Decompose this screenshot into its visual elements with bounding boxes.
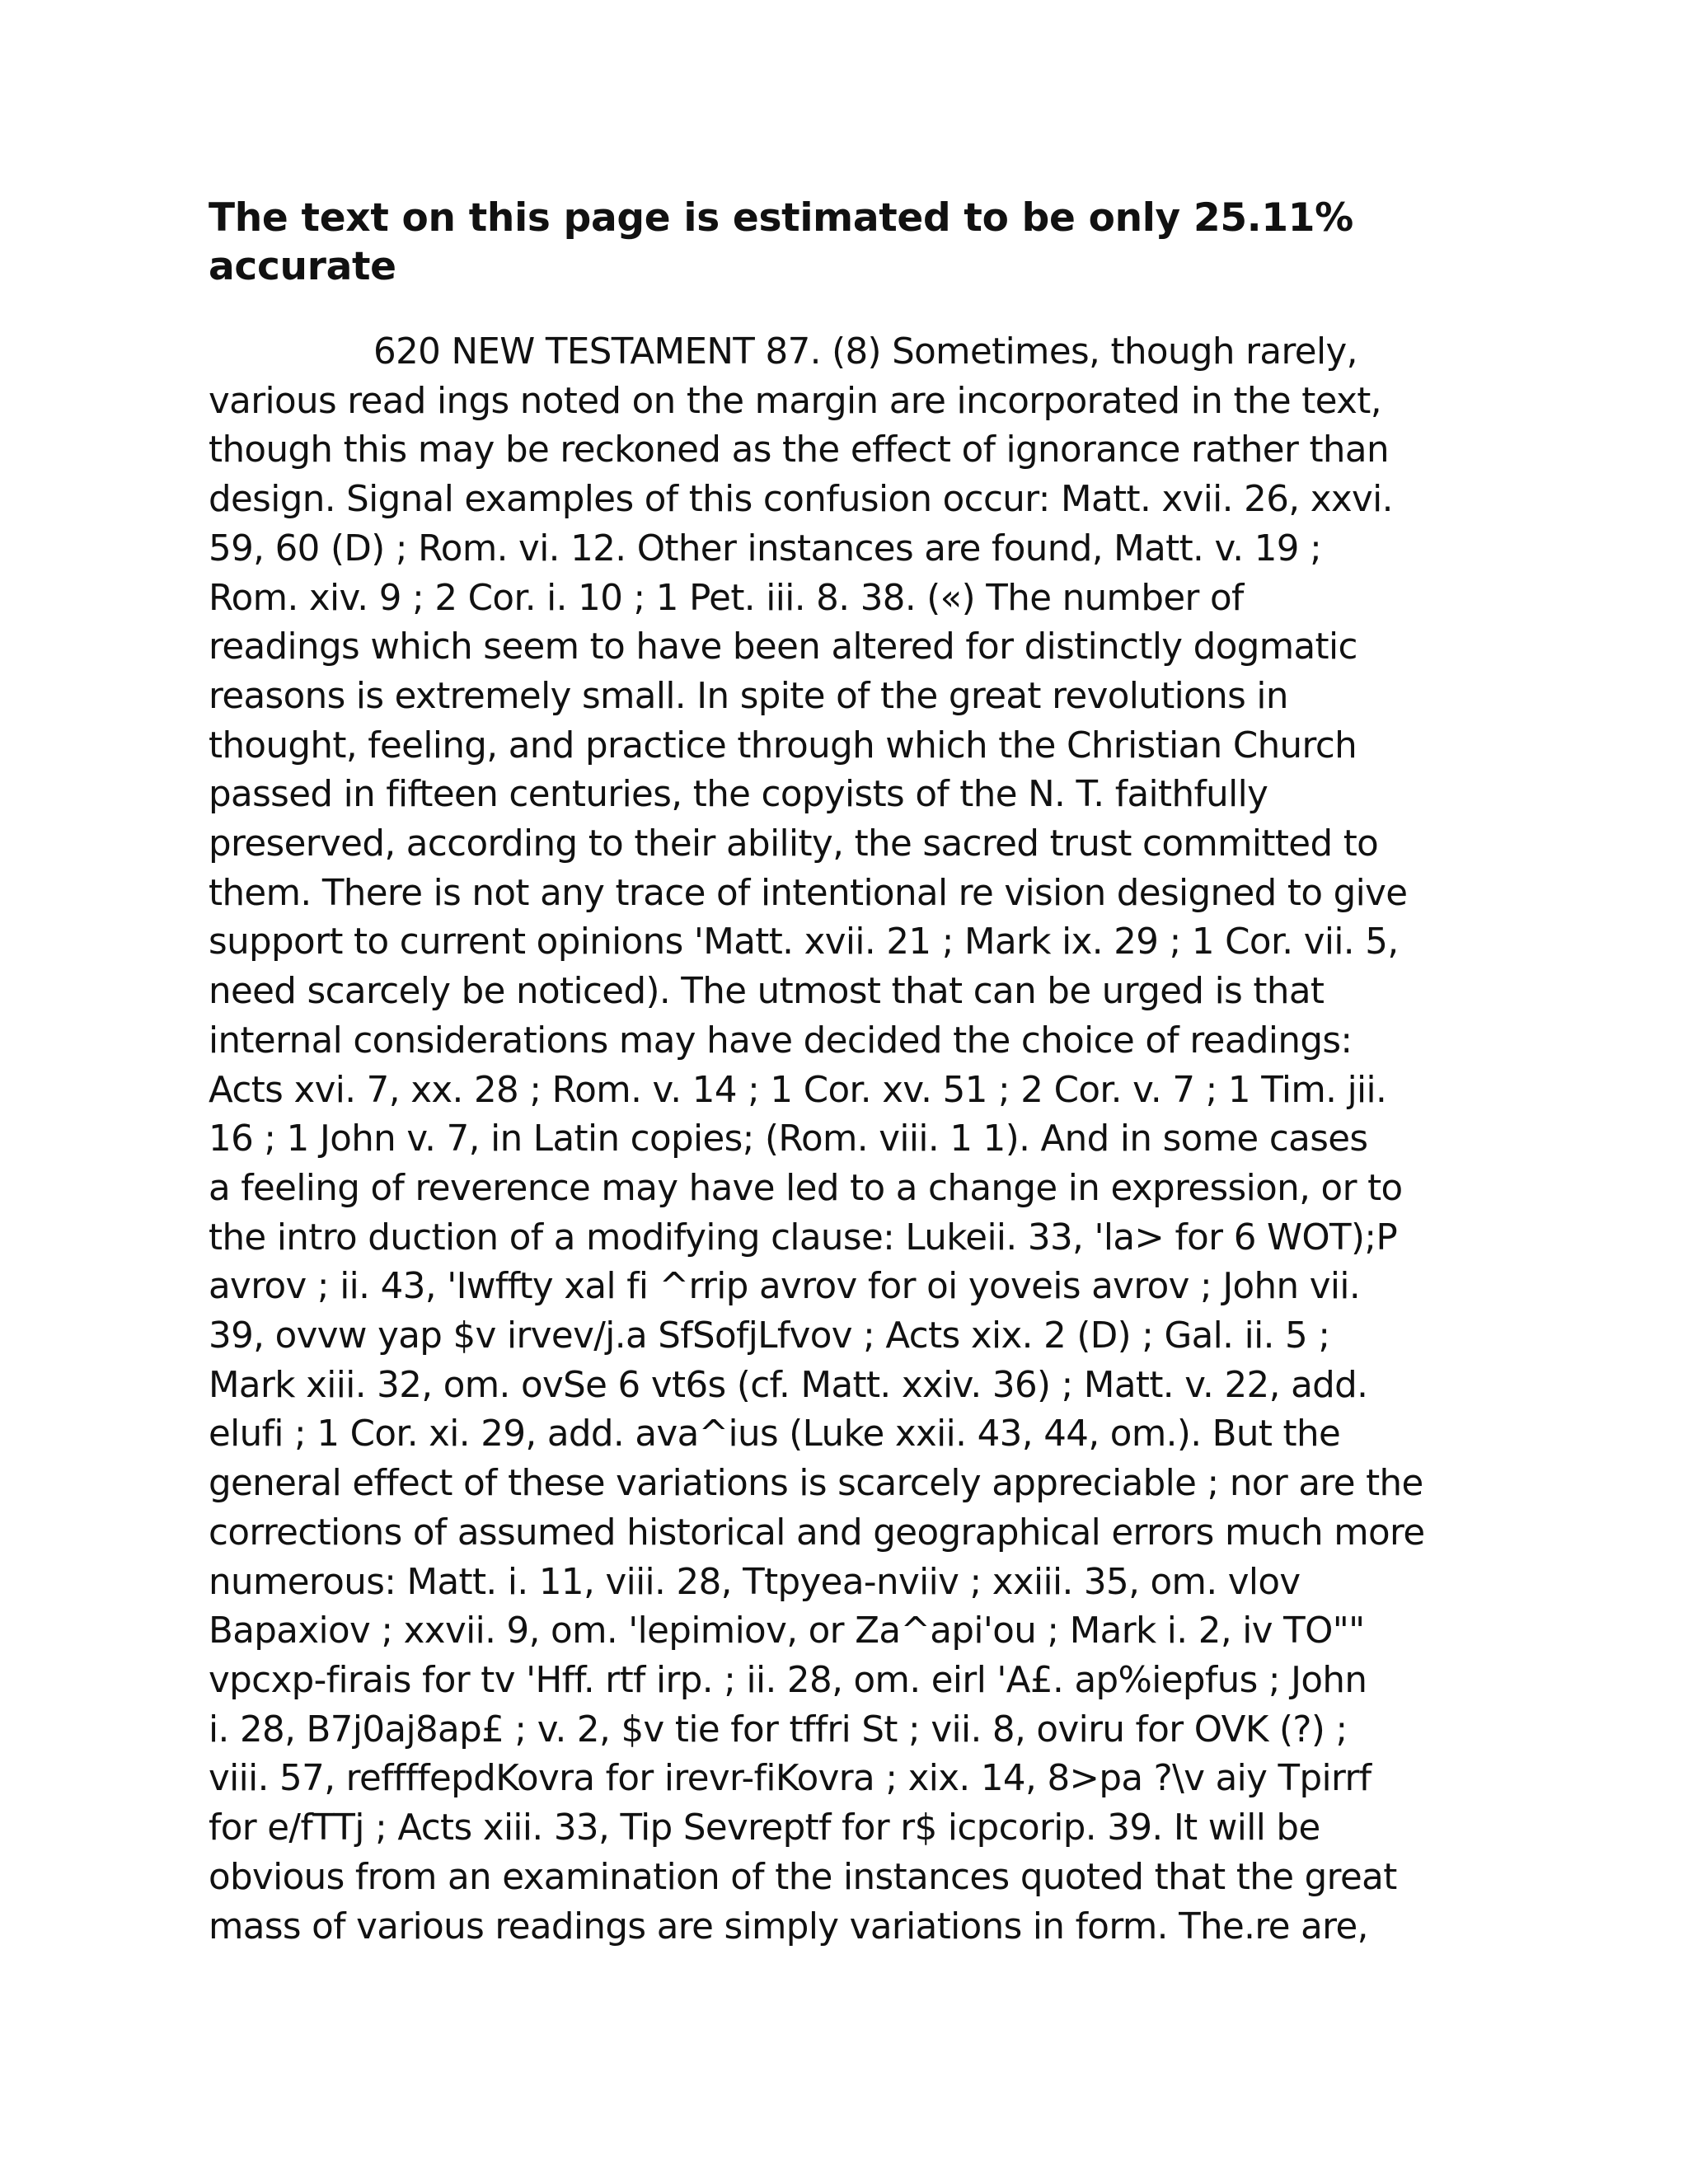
text-line: i. 28, B7j0aj8ap£ ; v. 2, $v tie for tffri St ; vii. 8, oviru for OVK (?) ;	[209, 1708, 1348, 1750]
text-line: 16 ; 1 John v. 7, in Latin copies; (Rom. viii. 1 1). And in some cases	[209, 1118, 1368, 1160]
text-line: elufi ; 1 Cor. xi. 29, add. ava^ius (Luke xxii. 43, 44, om.). But the	[209, 1413, 1341, 1455]
text-line: 39, ovvw yap $v irvev/j.a SfSofjLfvov ; Acts xix. 2 (D) ; Gal. ii. 5 ;	[209, 1315, 1330, 1357]
text-line: Acts xvi. 7, xx. 28 ; Rom. v. 14 ; 1 Cor. xv. 51 ; 2 Cor. v. 7 ; 1 Tim. jii.	[209, 1069, 1387, 1111]
text-line: various read ings noted on the margin are incorporated in the text,	[209, 380, 1381, 422]
text-line: support to current opinions 'Matt. xvii. 21 ; Mark ix. 29 ; 1 Cor. vii. 5,	[209, 921, 1399, 963]
text-line: need scarcely be noticed). The utmost that can be urged is that	[209, 971, 1325, 1013]
text-line: 620 NEW TESTAMENT 87. (8) Sometimes, though rarely,	[373, 331, 1357, 373]
text-line: viii. 57, reffffepdKovra for irevr-fiKovra ; xix. 14, 8>pa ?\v aiy Tpirrf	[209, 1758, 1372, 1800]
text-line: internal considerations may have decided the choice of readings:	[209, 1019, 1353, 1062]
text-line: though this may be reckoned as the effect of ignorance rather than	[209, 429, 1389, 471]
text-line: them. There is not any trace of intentional re vision designed to give	[209, 872, 1408, 914]
text-line: numerous: Matt. i. 11, viii. 28, Ttpyea-nviiv ; xxiii. 35, om. vlov	[209, 1561, 1301, 1603]
text-line: readings which seem to have been altered for distinctly dogmatic	[209, 626, 1357, 668]
text-line: Rom. xiv. 9 ; 2 Cor. i. 10 ; 1 Pet. iii. 8. 38. («) The number of	[209, 577, 1244, 619]
body-paragraph	[209, 328, 1478, 1952]
text-line: mass of various readings are simply variations in form. The.re are,	[209, 1905, 1368, 1947]
text-line: general effect of these variations is scarcely appreciable ; nor are the	[209, 1463, 1423, 1505]
text-line: reasons is extremely small. In spite of the great revolutions in	[209, 675, 1288, 717]
text-line: avrov ; ii. 43, 'Iwffty xal fi ^rrip avrov for oi yoveis avrov ; John vii.	[209, 1266, 1361, 1308]
text-line: 59, 60 (D) ; Rom. vi. 12. Other instances are found, Matt. v. 19 ;	[209, 527, 1322, 569]
text-line: Mark xiii. 32, om. ovSe 6 vt6s (cf. Matt. xxiv. 36) ; Matt. v. 22, add.	[209, 1364, 1368, 1406]
text-line: the intro duction of a modifying clause: Lukeii. 33, 'la> for 6 WOT);P	[209, 1216, 1398, 1258]
text-line: obvious from an examination of the instances quoted that the great	[209, 1856, 1397, 1898]
text-line: vpcxp-firais for tv 'Hff. rtf irp. ; ii. 28, om. eirl 'A£. ap%iepfus ; John	[209, 1659, 1367, 1701]
text-line: a feeling of reverence may have led to a change in expression, or to	[209, 1167, 1403, 1209]
document-page	[209, 194, 1478, 1952]
text-line: preserved, according to their ability, the sacred trust committed to	[209, 823, 1379, 865]
accuracy-heading: The text on this page is estimated to be only 25.11% accurate	[209, 195, 1353, 289]
text-line: thought, feeling, and practice through which the Christian Church	[209, 724, 1357, 766]
text-line: corrections of assumed historical and geographical errors much more	[209, 1511, 1425, 1554]
text-line: Bapaxiov ; xxvii. 9, om. 'lepimiov, or Za^api'ou ; Mark i. 2, iv TO""	[209, 1610, 1365, 1652]
text-line: design. Signal examples of this confusion occur: Matt. xvii. 26, xxvi.	[209, 479, 1393, 521]
text-line: for e/fTTj ; Acts xiii. 33, Tip Sevreptf for r$ icpcorip. 39. It will be	[209, 1807, 1320, 1849]
text-line: passed in fifteen centuries, the copyists of the N. T. faithfully	[209, 774, 1268, 816]
